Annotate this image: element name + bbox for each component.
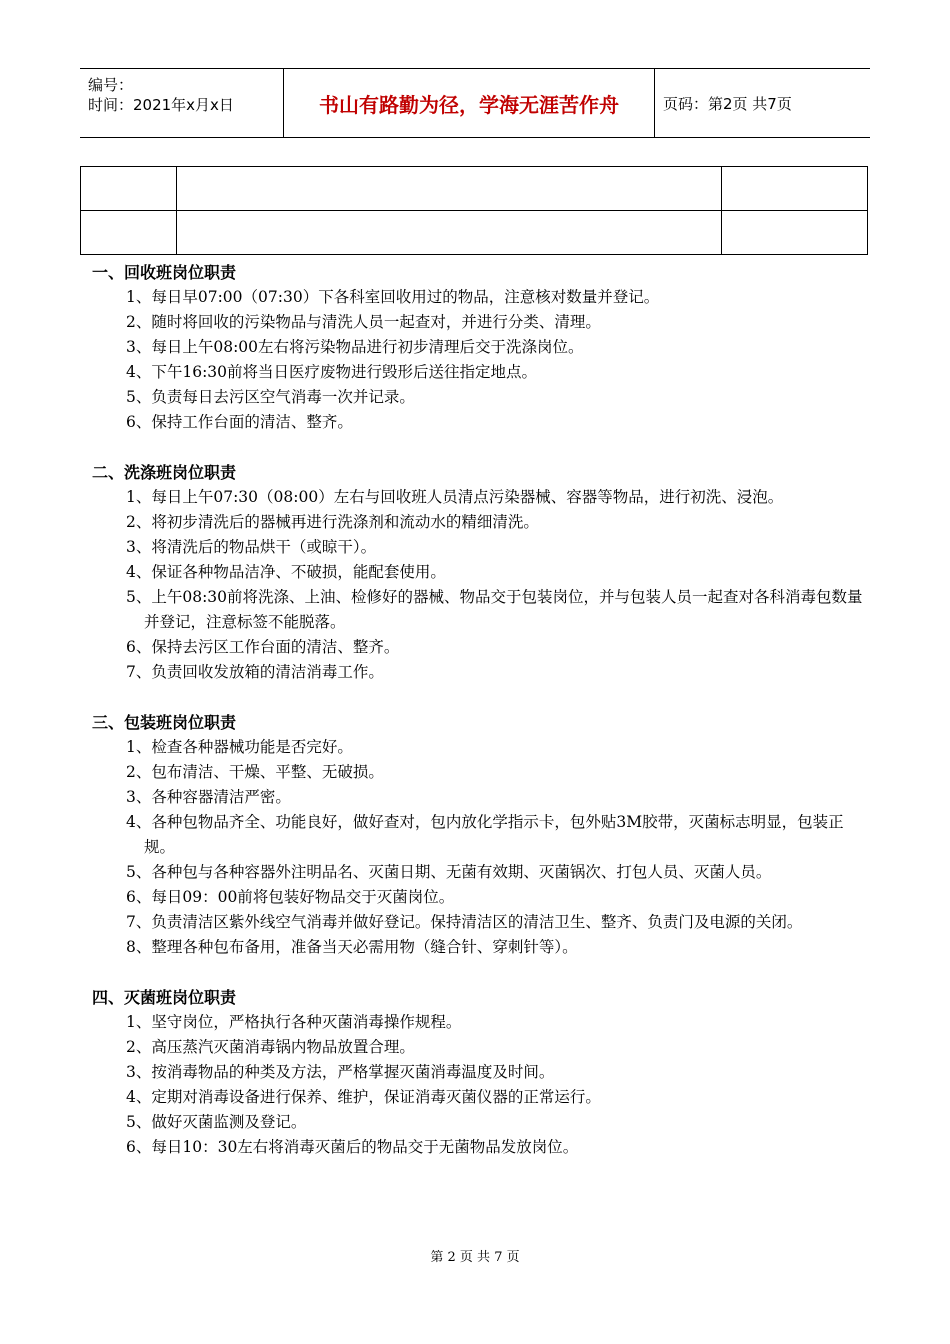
list-item: 4、保证各种物品洁净、不破损，能配套使用。 [126, 563, 446, 581]
list-item: 2、高压蒸汽灭菌消毒锅内物品放置合理。 [126, 1038, 415, 1056]
list-item: 3、按消毒物品的种类及方法，严格掌握灭菌消毒温度及时间。 [126, 1063, 555, 1081]
section-title: 一、回收班岗位职责 [92, 263, 237, 282]
section-packaging [80, 710, 880, 960]
list-item: 4、定期对消毒设备进行保养、维护，保证消毒灭菌仪器的正常运行。 [126, 1088, 601, 1106]
list-item: 8、整理各种包布备用，准备当天必需用物（缝合针、穿刺针等）。 [126, 938, 578, 956]
list-item: 3、将清洗后的物品烘干（或晾干）。 [126, 538, 377, 556]
section-recycling [80, 260, 880, 435]
header-page-info: 页码：第2页 共7页 [663, 94, 792, 113]
list-item: 6、每日10：30左右将消毒灭菌后的物品交于无菌物品发放岗位。 [126, 1138, 579, 1156]
header-motto: 书山有路勤为径，学海无涯苦作舟 [283, 69, 655, 137]
document-number-label: 编号： [88, 76, 134, 94]
table-row [81, 167, 868, 211]
table-cell [176, 211, 721, 255]
list-item: 7、负责回收发放箱的清洁消毒工作。 [126, 663, 384, 681]
document-body [80, 260, 880, 1160]
list-item: 4、下午16:30前将当日医疗废物进行毁形后送往指定地点。 [126, 363, 538, 381]
section-title: 四、灭菌班岗位职责 [92, 988, 237, 1007]
list-item: 6、每日09：00前将包装好物品交于灭菌岗位。 [126, 888, 455, 906]
list-item: 5、各种包与各种容器外注明品名、灭菌日期、无菌有效期、灭菌锅次、打包人员、灭菌人员。 [126, 863, 772, 881]
list-item: 2、包布清洁、干燥、平整、无破损。 [126, 763, 384, 781]
list-item: 4、各种包物品齐全、功能良好，做好查对，包内放化学指示卡，包外贴3M胶带，灭菌标志明显，包装正规。 [126, 813, 844, 856]
list-item: 5、负责每日去污区空气消毒一次并记录。 [126, 388, 415, 406]
list-item: 5、上午08:30前将洗涤、上油、检修好的器械、物品交于包装岗位，并与包装人员一起查对各科消毒包数量并登记，注意标签不能脱落。 [126, 588, 863, 631]
page-header [80, 68, 870, 138]
list-item: 1、每日上午07:30（08:00）左右与回收班人员清点污染器械、容器等物品，进行初洗、浸泡。 [126, 488, 784, 506]
section-title: 三、包装班岗位职责 [92, 713, 237, 732]
section-title: 二、洗涤班岗位职责 [92, 463, 237, 482]
list-item: 2、随时将回收的污染物品与清洗人员一起查对，并进行分类、清理。 [126, 313, 601, 331]
page-footer: 第 2 页 共 7 页 [430, 1250, 520, 1265]
table-cell [81, 211, 177, 255]
blank-table [80, 166, 868, 255]
table-cell [176, 167, 721, 211]
list-item: 5、做好灭菌监测及登记。 [126, 1113, 307, 1131]
table-cell [722, 167, 868, 211]
list-item: 3、每日上午08:00左右将污染物品进行初步清理后交于洗涤岗位。 [126, 338, 584, 356]
list-item: 6、保持去污区工作台面的清洁、整齐。 [126, 638, 400, 656]
list-item: 1、坚守岗位，严格执行各种灭菌消毒操作规程。 [126, 1013, 462, 1031]
header-info [80, 69, 283, 137]
list-item: 3、各种容器清洁严密。 [126, 788, 291, 806]
document-time-label: 时间：2021年x月x日 [88, 96, 234, 114]
list-item: 7、负责清洁区紫外线空气消毒并做好登记。保持清洁区的清洁卫生、整齐、负责门及电源的关闭。 [126, 913, 803, 931]
table-row [81, 211, 868, 255]
list-item: 2、将初步清洗后的器械再进行洗涤剂和流动水的精细清洗。 [126, 513, 539, 531]
table-cell [722, 211, 868, 255]
list-item: 1、每日早07:00（07:30）下各科室回收用过的物品，注意核对数量并登记。 [126, 288, 660, 306]
section-sterilization [80, 985, 880, 1160]
list-item: 6、保持工作台面的清洁、整齐。 [126, 413, 353, 431]
table-cell [81, 167, 177, 211]
section-washing [80, 460, 880, 685]
list-item: 1、检查各种器械功能是否完好。 [126, 738, 353, 756]
